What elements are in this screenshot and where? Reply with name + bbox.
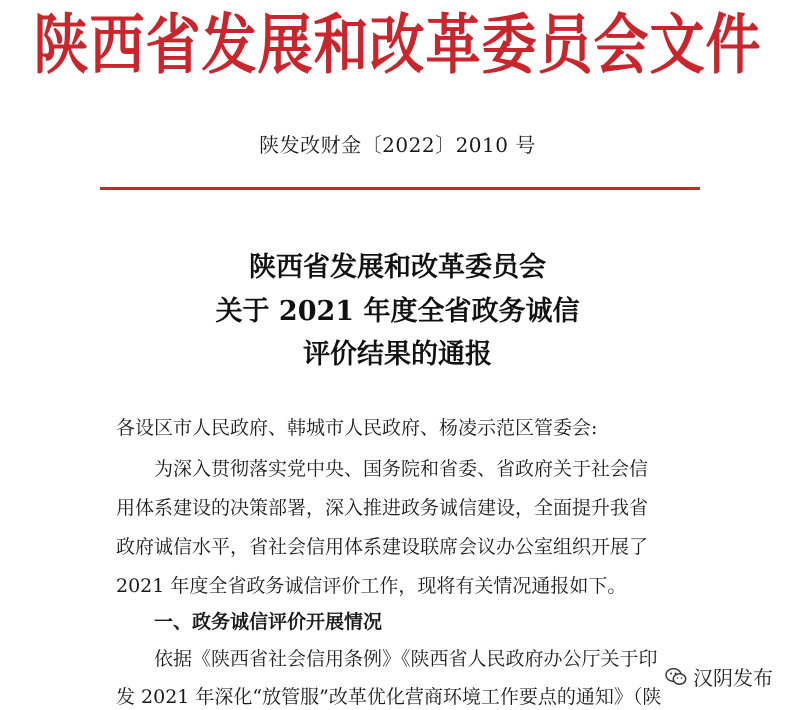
body-paragraph-line: 依据《陕西省社会信用条例》《陕西省人民政府办公厅关于印 [154,648,658,670]
wechat-watermark [661,660,777,693]
notice-title-line-1: 陕西省发展和改革委员会 [249,252,546,283]
addressee-line: 各设区市人民政府、韩城市人民政府、杨凌示范区管委会: [116,417,598,439]
document-number: 陕发改财金〔2022〕2010 号 [259,133,536,157]
body-paragraph-line: 为深入贯彻落实党中央、国务院和省委、省政府关于社会信 [154,458,649,480]
notice-title-line-2: 关于 2021 年度全省政务诚信 [215,296,580,327]
wechat-icon [665,667,687,687]
masthead-title: 陕西省发展和改革委员会文件 [33,6,762,83]
body-paragraph-line: 2021 年度全省政务诚信评价工作，现将有关情况通报如下。 [116,575,627,597]
body-paragraph-line: 政府诚信水平，省社会信用体系建设联席会议办公室组织开展了 [116,536,649,558]
red-divider [100,187,700,190]
notice-title-line-3: 评价结果的通报 [303,339,492,370]
section-heading: 一、政务诚信评价开展情况 [154,611,383,633]
watermark-label: 汉阴发布 [693,666,773,690]
body-paragraph-line: 用体系建设的决策部署，深入推进政务诚信建设，全面提升我省 [116,497,649,519]
body-paragraph-line: 发 2021 年深化“放管服”改革优化营商环境工作要点的通知》（陕 [116,686,662,708]
